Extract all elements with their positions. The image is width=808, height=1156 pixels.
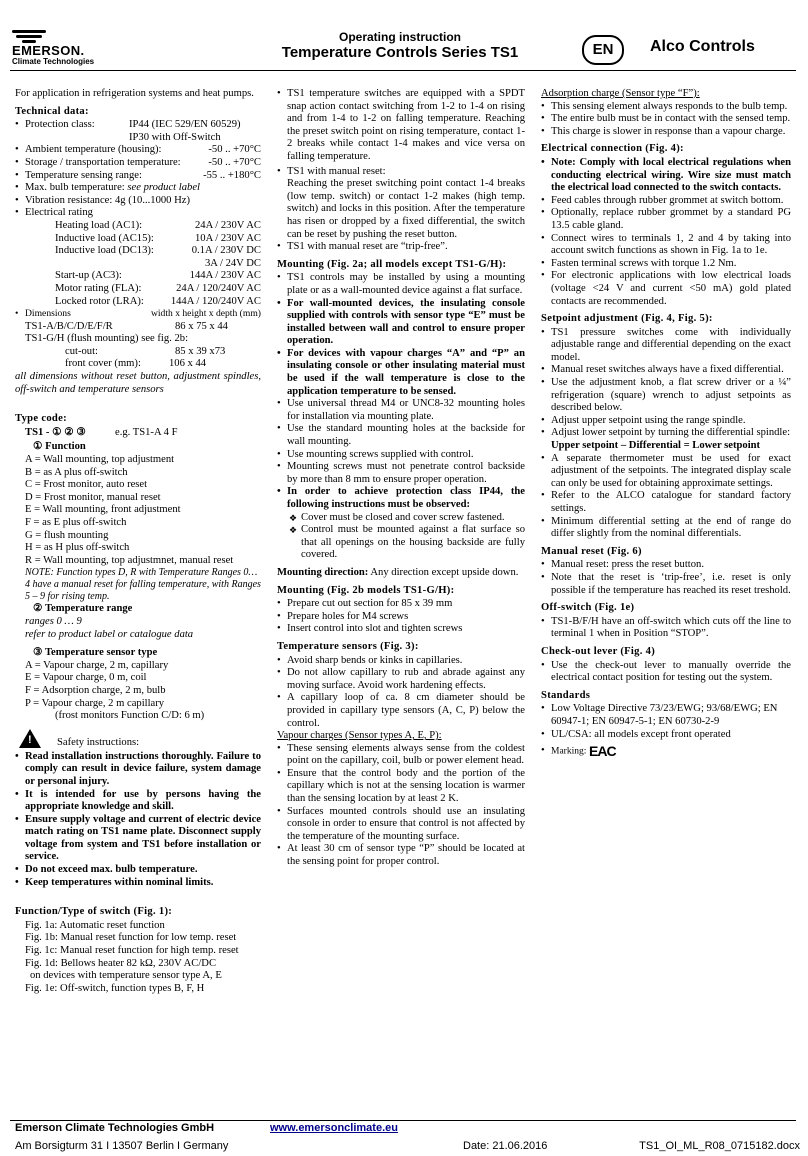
trip-free-item: • TS1 with manual reset are “trip-free”.: [277, 241, 525, 254]
fig-item: on devices with temperature sensor type A, E: [30, 970, 222, 982]
standards-item: • UL/CSA: all models except front operated: [541, 729, 791, 742]
marking-item: • Marking: EAC: [541, 745, 791, 758]
dimensions: • Dimensions width x height x depth (mm): [15, 308, 261, 321]
function-item: R = Wall mounting, top adjustmnet, manual reset: [25, 554, 234, 566]
sensor-item: • Avoid sharp bends or kinks in capillaries.: [277, 655, 525, 668]
safety-item: • Do not exceed max. bulb temperature.: [15, 864, 261, 877]
vapour-item: • These sensing elements always sense from the coldest point on the capillary, coil, bulb or power element head.: [277, 743, 525, 768]
doc-title: Temperature Controls Series TS1: [281, 44, 519, 61]
rating-row: Inductive load (DC13): 0.1A / 230V DC: [55, 245, 261, 257]
mounting-2b-heading: Mounting (Fig. 2b models TS1-G/H):: [277, 584, 455, 596]
temperature-sensors-heading: Temperature sensors (Fig. 3):: [277, 640, 419, 652]
electrical-item: • For electronic applications with low electrical loads (voltage <24 V and current <50 mA) gold plated contacts are recommended.: [541, 270, 791, 308]
type-code-heading: Type code:: [15, 413, 67, 425]
electrical-item: • Connect wires to terminals 1, 2 and 4 by taking into account switch functions as shown in Fig. 1a to 1e.: [541, 233, 791, 258]
mounting-2b-item: • Insert control into slot and tighten screws: [277, 623, 525, 636]
temp-range-heading: ② Temperature range: [33, 603, 133, 615]
function-item: C = Frost monitor, auto reset: [25, 479, 148, 491]
type-code: TS1 - ① ② ③ e.g. TS1-A 4 F: [25, 426, 178, 438]
sensor-type-heading: ③ Temperature sensor type: [33, 647, 158, 659]
mounting-item: • In order to achieve protection class IP44, the following instructions must be observed:: [277, 486, 525, 511]
standards-heading: Standards: [541, 689, 591, 701]
footer-divider: [10, 1120, 796, 1121]
mounting-2b-item: • Prepare cut out section for 85 x 39 mm: [277, 598, 525, 611]
standards-item: • Low Voltage Directive 73/23/EWG; 93/68/EWG; EN 60947-1; EN 60947-5-1; EN 60730-2-9: [541, 703, 791, 728]
ip44-item: ❖ Control must be mounted against a flat surface so that all openings on the housing backside are fully covered.: [277, 524, 525, 562]
manual-reset-heading: Manual reset (Fig. 6): [541, 545, 642, 557]
safety-item: • Read installation instructions thoroughly. Failure to comply can result in device failure, system damage or personal injury.: [15, 751, 261, 789]
language-badge: EN: [582, 35, 624, 65]
temp-range-text: ranges 0 … 9: [25, 615, 82, 627]
mounting-item: • Use mounting screws supplied with control.: [277, 449, 525, 462]
setpoint-item: • Manual reset switches always have a fixed differential.: [541, 364, 791, 377]
electrical-rating: • Electrical rating: [15, 207, 261, 220]
function-heading: ① Function: [33, 441, 86, 453]
sensor-item: • Do not allow capillary to rub and abrade against any moving surface. Avoid work hardening effects.: [277, 667, 525, 692]
dimensions-note: all dimensions without reset button, adjustment spindles, off-switch and temperature sensors: [15, 371, 261, 395]
switch-description: • TS1 temperature switches are equipped with a SPDT snap action contact switching from 1-2 to 1-4 on rising and from 1-4 to 1-2 on falling temperature. Reaching the preset switch point on rising temperature, contact 1-2 breaks while contact 1-4 makes and vice versa on falling temperature.: [277, 88, 525, 164]
safety-heading: ! Safety instructions:: [15, 729, 261, 751]
column-right: [541, 88, 791, 758]
warning-icon: !: [19, 729, 41, 748]
doc-type: Operating instruction: [338, 30, 461, 44]
mounting-item: • Mounting screws must not penetrate control backside by more than 8 mm to ensure proper operation.: [277, 461, 525, 486]
mounting-heading: Mounting (Fig. 2a; all models except TS1-G/H):: [277, 258, 507, 270]
off-switch-item: • TS1-B/F/H have an off-switch which cuts off the line to terminal 1 when in Position “STOP”.: [541, 616, 791, 641]
fig-item: Fig. 1e: Off-switch, function types B, F, H: [25, 982, 205, 994]
footer-line-2: [15, 1140, 800, 1152]
mounting-direction: Mounting direction: Any direction except upside down.: [277, 566, 519, 578]
vapour-item: • At least 30 cm of sensor type “P” should be located at the sensing point for proper control.: [277, 843, 525, 868]
setpoint-heading: Setpoint adjustment (Fig. 4, Fig. 5):: [541, 313, 713, 325]
sensor-type-item: A = Vapour charge, 2 m, capillary: [25, 659, 169, 671]
mounting-item: • Use the standard mounting holes at the backside for wall mounting.: [277, 423, 525, 448]
mounting-item: • For wall-mounted devices, the insulating console supplied with controls with sensor type “E” must be installed between wall and control to ensure proper operation.: [277, 298, 525, 348]
setpoint-item: • Refer to the ALCO catalogue for standard factory settings.: [541, 490, 791, 515]
column-middle: [277, 88, 525, 869]
dimension-row: TS1-A/B/C/D/E/F/R 86 x 75 x 44: [25, 320, 228, 332]
electrical-item: • Optionally, replace rubber grommet by a standard PG 13.5 cable gland.: [541, 207, 791, 232]
setpoint-formula: Upper setpoint – Differential = Lower setpoint: [551, 440, 761, 452]
vibration-resistance: • Vibration resistance: 4g (10...1000 Hz): [15, 195, 261, 208]
rating-row: Motor rating (FLA): 24A / 120/240V AC: [55, 282, 261, 294]
adsorption-item: • This charge is slower in response than a vapour charge.: [541, 126, 791, 139]
rating-row: Heating load (AC1): 24A / 230V AC: [55, 219, 261, 231]
function-note: NOTE: Function types D, R with Temperature Ranges 0…4 have a manual reset for falling temperature, with Ranges 5 – 9 for rising temp.: [25, 567, 261, 603]
max-bulb-temp: • Max. bulb temperature: see product label: [15, 182, 261, 195]
sensor-type-item: (frost monitors Function C/D: 6 m): [55, 710, 205, 722]
setpoint-item: • Adjust upper setpoint using the range spindle.: [541, 415, 791, 428]
sensor-type-item: F = Adsorption charge, 2 m, bulb: [25, 684, 166, 696]
alco-controls-logo: Alco Controls: [650, 38, 755, 55]
rating-row: Start-up (AC3): 144A / 230V AC: [55, 270, 261, 282]
mounting-item: • TS1 controls may be installed by using a mounting plate or as a wall-mounted device against a flat surface.: [277, 272, 525, 297]
setpoint-item: • Use the adjustment knob, a flat screw driver or a ¼” refrigeration (square) wrench to adjust setpoints as described below.: [541, 377, 791, 415]
eac-mark: EAC: [589, 743, 616, 760]
check-out-lever-heading: Check-out lever (Fig. 4): [541, 645, 656, 657]
emerson-logo-sub: Climate Technologies: [12, 57, 95, 66]
electrical-connection-heading: Electrical connection (Fig. 4):: [541, 143, 684, 155]
ip44-item: ❖ Cover must be closed and cover screw fastened.: [277, 512, 525, 525]
manual-reset-text: Reaching the preset switching point contact 1-4 breaks (low temp. switch) or contact 1-2 makes (high temp. switch) and locks in this position. After the temperature has risen or dropped by a fixed differential, the switch can be reset by pushing the reset button.: [287, 178, 525, 240]
dimension-row: front cover (mm): 106 x 44: [65, 358, 207, 370]
manual-reset-item: • Note that the reset is ‘trip-free’, i.e. reset is only possible if the temperature has reached its reset treshold.: [541, 572, 791, 597]
safety-item: • Keep temperatures within nominal limits.: [15, 877, 261, 890]
function-item: D = Frost monitor, manual reset: [25, 491, 161, 503]
sensor-item: • A capillary loop of ca. 8 cm diameter should be provided in capillary type sensors (A, C, P) below the control.: [277, 692, 525, 730]
footer-line-1: [15, 1122, 800, 1134]
function-switch-heading: Function/Type of switch (Fig. 1):: [15, 906, 173, 918]
technical-data-heading: Technical data:: [15, 105, 89, 117]
fig-item: Fig. 1b: Manual reset function for low temp. reset: [25, 932, 237, 944]
vapour-charges-heading: Vapour charges (Sensor types A, E, P):: [277, 730, 442, 742]
adsorption-item: • This sensing element always responds to the bulb temp.: [541, 101, 791, 114]
intro-text: For application in refrigeration systems and heat pumps.: [15, 88, 254, 99]
storage-temp: • Storage / transportation temperature: -50 .. +70°C: [15, 157, 261, 170]
rating-row: 3A / 24V DC: [204, 257, 261, 269]
vapour-item: • Surfaces mounted controls should use an insulating console in order to ensure that control is not affected by the temperature of the mounting surface.: [277, 806, 525, 844]
header-divider: [10, 70, 796, 71]
mounting-item: • Use universal thread M4 or UNC8-32 mounting holes for installation via mounting plate.: [277, 398, 525, 423]
temp-range-text: refer to product label or catalogue data: [25, 628, 194, 640]
mounting-2b-item: • Prepare holes for M4 screws: [277, 611, 525, 624]
manual-reset-item: • TS1 with manual reset:: [277, 166, 525, 179]
function-item: A = Wall mounting, top adjustment: [25, 454, 175, 466]
function-item: G = flush mounting: [25, 529, 109, 541]
fig-item: Fig. 1d: Bellows heater 82 kΩ, 230V AC/DC: [25, 957, 217, 969]
footer-company: Emerson Climate Technologies GmbH: [15, 1122, 215, 1134]
electrical-item: • Note: Comply with local electrical regulations when conducting electrical wiring. Wire size must match the electrical load connected to the switch contacts.: [541, 157, 791, 195]
safety-item: • Ensure supply voltage and current of electric device match rating on TS1 name plate. Disconnect supply voltage from system and TS1 before installation or service.: [15, 814, 261, 864]
footer-doc-id: TS1_OI_ML_R08_0715182.docx: [639, 1140, 800, 1152]
setpoint-item: • Adjust lower setpoint by turning the differential spindle:: [541, 427, 791, 440]
rating-row: Inductive load (AC15): 10A / 230V AC: [55, 232, 261, 244]
electrical-item: • Feed cables through rubber grommet at switch bottom.: [541, 195, 791, 208]
check-out-item: • Use the check-out lever to manually override the electrical contact position for testing out the system.: [541, 660, 791, 685]
safety-item: • It is intended for use by persons having the appropriate knowledge and skill.: [15, 789, 261, 814]
footer-url[interactable]: www.emersonclimate.eu: [270, 1122, 398, 1134]
protection-class-2: IP30 with Off-Switch: [129, 131, 221, 143]
ambient-temp: • Ambient temperature (housing): -50 .. +70°C: [15, 144, 261, 157]
vapour-item: • Ensure that the control body and the portion of the capillary which is not at the sensing location is warmer than the sensing location by at least 2 K.: [277, 768, 525, 806]
function-item: B = as A plus off-switch: [25, 466, 128, 478]
fig-item: Fig. 1c: Manual reset function for high temp. reset: [25, 945, 239, 957]
adsorption-item: • The entire bulb must be in contact with the sensed temp.: [541, 113, 791, 126]
footer-address: Am Borsigturm 31 I 13507 Berlin I Germany: [15, 1140, 229, 1152]
setpoint-item: • TS1 pressure switches come with individually adjustable range and differential depending on the exact model.: [541, 327, 791, 365]
rating-row: Locked rotor (LRA): 144A / 120/240V AC: [55, 295, 261, 307]
off-switch-heading: Off-switch (Fig. 1e): [541, 602, 635, 614]
electrical-item: • Fasten terminal screws with torque 1.2 Nm.: [541, 258, 791, 271]
sensor-type-item: E = Vapour charge, 0 m, coil: [25, 672, 147, 684]
setpoint-item: • Minimum differential setting at the end of range do differ slightly from the nominal differentials.: [541, 516, 791, 541]
footer-date: Date: 21.06.2016: [463, 1140, 548, 1152]
sensing-range: • Temperature sensing range: -55 .. +180°C: [15, 170, 261, 183]
sensor-type-item: P = Vapour charge, 2 m capillary: [25, 697, 165, 709]
manual-reset-item: • Manual reset: press the reset button.: [541, 559, 791, 572]
dimension-row: cut-out: 85 x 39 x73: [65, 345, 226, 357]
setpoint-item: • A separate thermometer must be used for exact adjustment of the setpoints. The integrated display scale can only be used for obtaining approximate settings.: [541, 453, 791, 491]
emerson-logo-name: EMERSON.: [12, 43, 85, 58]
mounting-item: • For devices with vapour charges “A” and “P” an insulating console or other insulating material must be used if the wall temperature is close to the application temperature to be sensed.: [277, 348, 525, 398]
fig-item: Fig. 1a: Automatic reset function: [25, 919, 165, 931]
function-item: F = as E plus off-switch: [25, 517, 127, 528]
function-item: H = as H plus off-switch: [25, 542, 130, 554]
protection-class: • Protection class: IP44 (IEC 529/EN 60529): [15, 119, 261, 132]
dimension-row: TS1-G/H (flush mounting) see fig. 2b:: [25, 333, 189, 345]
function-item: E = Wall mounting, front adjustment: [25, 504, 181, 516]
adsorption-heading: Adsorption charge (Sensor type “F”):: [541, 88, 700, 99]
column-left: [15, 88, 261, 995]
